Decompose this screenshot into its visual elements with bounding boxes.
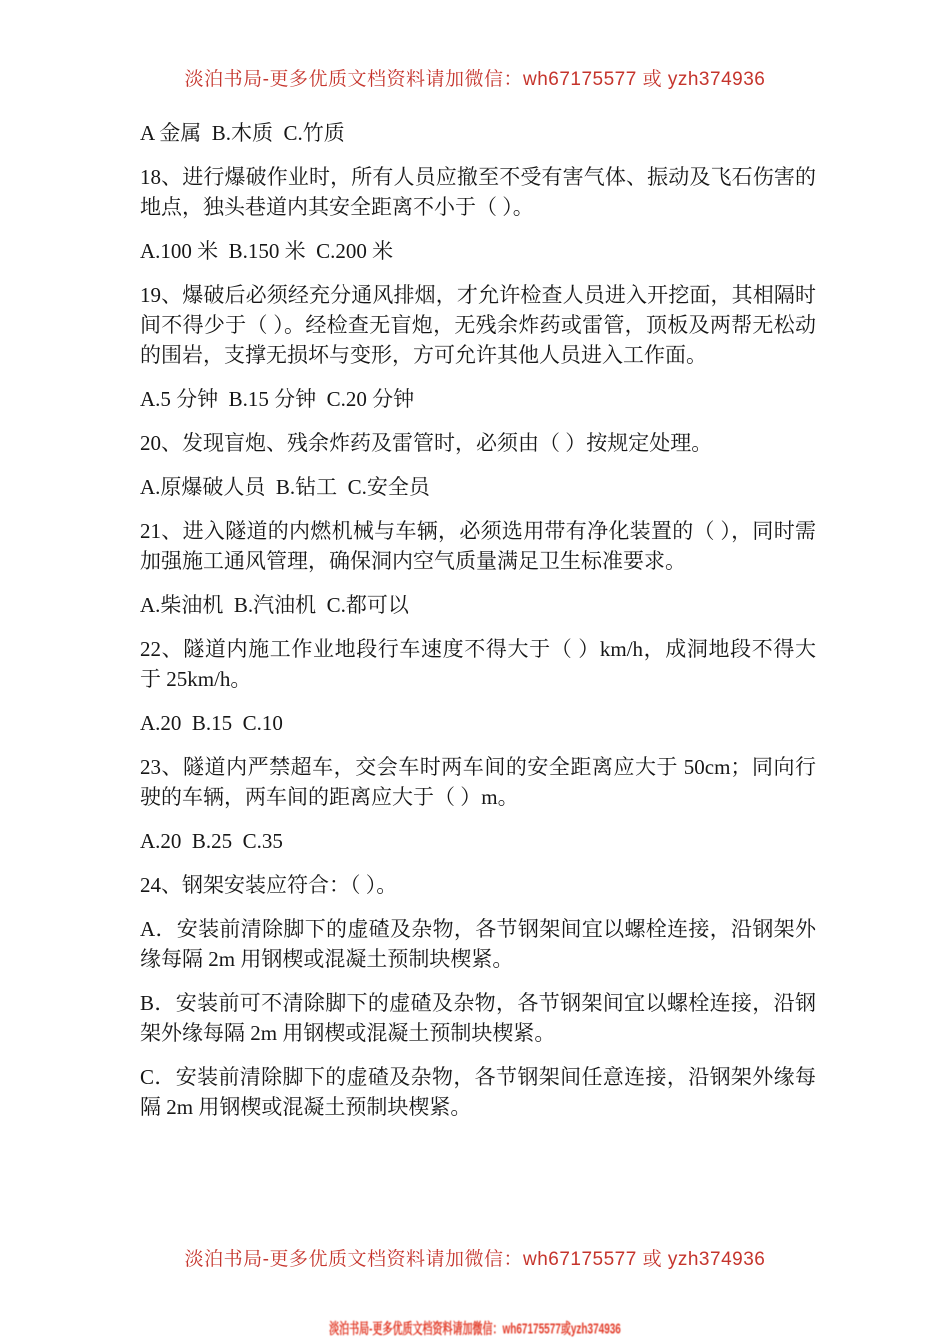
header-watermark: 淡泊书局-更多优质文档资料请加微信：wh67175577 或 yzh374936 xyxy=(184,69,766,90)
question-17-options-line: A 金属 B.木质 C.竹质 xyxy=(140,121,345,145)
question-23-options-line: A.20 B.25 C.35 xyxy=(140,829,283,853)
question-18-options-line: A.100 米 B.150 米 C.200 米 xyxy=(140,239,394,263)
question-20-stem: 20、发现盲炮、残余炸药及雷管时，必须由（ ）按规定处理。 xyxy=(140,431,713,455)
question-19-options-line: A.5 分钟 B.15 分钟 C.20 分钟 xyxy=(140,387,415,411)
question-24-option-b: B．安装前可不清除脚下的虚碴及杂物，各节钢架间宜以螺栓连接，沿钢架外缘每隔 2m 用钢楔或混凝土预制块楔紧。 xyxy=(140,991,816,1045)
question-22-options-line: A.20 B.15 C.10 xyxy=(140,711,283,735)
question-24-stem: 24、钢架安装应符合：（ ）。 xyxy=(140,873,398,897)
question-19-stem: 19、爆破后必须经充分通风排烟，才允许检查人员进入开挖面，其相隔时间不得少于（ ）。经检查无盲炮，无残余炸药或雷管，顶板及两帮无松动的围岩，支撑无损坏与变形，方可允许其他人员进入工作面。 xyxy=(140,283,816,367)
question-21-stem: 21、进入隧道的内燃机械与车辆，必须选用带有净化装置的（ ），同时需加强施工通风管理，确保洞内空气质量满足卫生标准要求。 xyxy=(140,519,816,573)
exam-body xyxy=(140,118,816,1136)
question-18-stem: 18、进行爆破作业时，所有人员应撤至不受有害气体、振动及飞石伤害的地点，独头巷道内其安全距离不小于（ ）。 xyxy=(140,165,816,219)
footer-watermark: 淡泊书局-更多优质文档资料请加微信：wh67175577 或 yzh374936 xyxy=(184,1249,766,1270)
question-24-option-a: A．安装前清除脚下的虚碴及杂物，各节钢架间宜以螺栓连接，沿钢架外缘每隔 2m 用钢楔或混凝土预制块楔紧。 xyxy=(140,917,816,971)
bottom-red-pixel-strip-text: 淡泊书局-更多优质文档资料请加微信：wh67175577或yzh374936 xyxy=(329,1321,621,1338)
question-23-stem: 23、隧道内严禁超车，交会车时两车间的安全距离应大于 50cm；同向行驶的车辆，两车间的距离应大于（ ）m。 xyxy=(140,755,816,809)
question-22-stem: 22、隧道内施工作业地段行车速度不得大于（ ）km/h，成洞地段不得大于 25km/h。 xyxy=(140,637,816,691)
question-24-option-c: C．安装前清除脚下的虚碴及杂物，各节钢架间任意连接，沿钢架外缘每隔 2m 用钢楔或混凝土预制块楔紧。 xyxy=(140,1065,816,1119)
question-20-options-line: A.原爆破人员 B.钻工 C.安全员 xyxy=(140,475,430,499)
question-21-options-line: A.柴油机 B.汽油机 C.都可以 xyxy=(140,593,409,617)
bottom-red-pixel-strip xyxy=(0,1318,950,1336)
